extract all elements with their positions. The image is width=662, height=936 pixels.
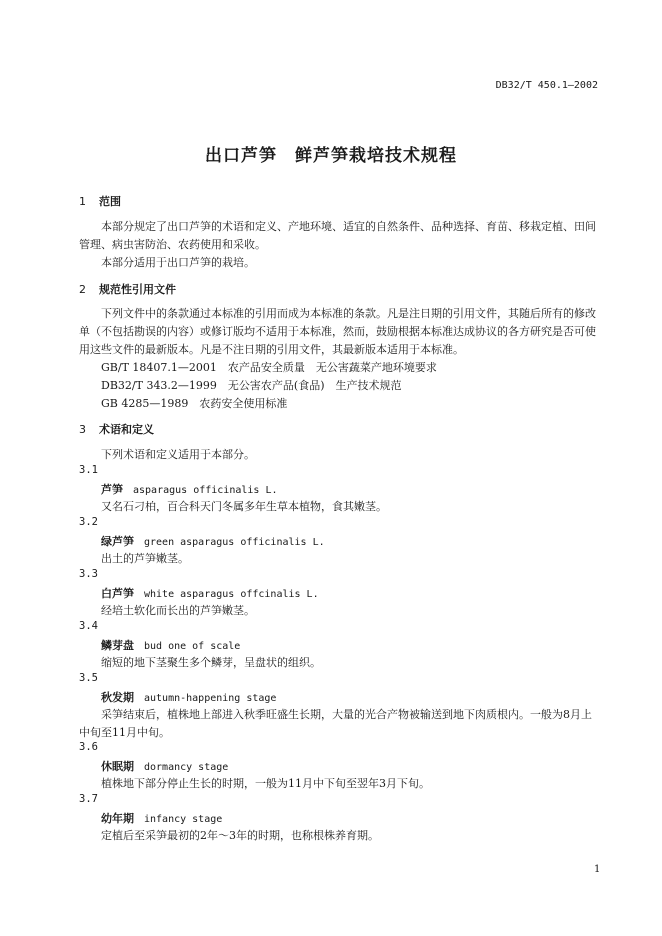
- section-title: 术语和定义: [99, 423, 154, 436]
- section-2-heading: [79, 281, 176, 297]
- term-heading: [101, 810, 222, 826]
- section-1-paragraph-1: 本部分规定了出口芦笋的术语和定义、产地环境、适宜的自然条件、品种选择、育苗、移栽定植、田间管理、病虫害防治、农药使用和采收。: [79, 220, 596, 251]
- standard-code: DB32/T 450.1—2002: [495, 80, 598, 91]
- term-zh: 秋发期: [101, 691, 134, 704]
- term-number: 3.5: [79, 672, 98, 684]
- reference-item: GB 4285—1989 农药安全使用标准: [101, 397, 288, 410]
- term-zh: 幼年期: [101, 812, 134, 825]
- reference-item: DB32/T 343.2—1999 无公害农产品(食品) 生产技术规范: [101, 379, 402, 392]
- term-definition: 缩短的地下茎聚生多个鳞芽，呈盘状的组织。: [101, 656, 321, 669]
- term-number: 3.1: [79, 464, 98, 476]
- page-number: 1: [594, 864, 601, 875]
- document-title: 出口芦笋 鲜芦笋栽培技术规程: [205, 146, 457, 166]
- term-definition: 定植后至采笋最初的2年～3年的时期，也称根株养育期。: [101, 829, 379, 842]
- section-number: 3: [79, 423, 86, 436]
- term-heading: [101, 637, 240, 653]
- term-number: 3.2: [79, 516, 98, 528]
- reference-item: GB/T 18407.1—2001 农产品安全质量 无公害蔬菜产地环境要求: [101, 361, 437, 374]
- term-en: asparagus officinalis L.: [133, 485, 278, 496]
- term-en: infancy stage: [144, 814, 223, 825]
- term-definition: 经培土软化而长出的芦笋嫩茎。: [101, 604, 255, 617]
- term-number: 3.4: [79, 620, 98, 632]
- term-zh: 白芦笋: [101, 587, 134, 600]
- section-1-heading: [79, 193, 121, 209]
- section-3-heading: [79, 421, 154, 437]
- term-heading: [101, 481, 278, 497]
- term-en: bud one of scale: [144, 641, 241, 652]
- term-number: 3.6: [79, 741, 98, 753]
- term-en: autumn-happening stage: [144, 693, 277, 704]
- section-3-intro: 下列术语和定义适用于本部分。: [101, 448, 255, 461]
- term-definition: 出土的芦笋嫩茎。: [101, 552, 189, 565]
- section-number: 2: [79, 283, 86, 296]
- term-zh: 鳞芽盘: [101, 639, 134, 652]
- term-definition: 采笋结束后，植株地上部进入秋季旺盛生长期，大量的光合产物被输送到地下肉质根内。一般为8月上中旬至11月中旬。: [79, 708, 592, 739]
- term-zh: 休眠期: [101, 760, 134, 773]
- term-definition: 植株地下部分停止生长的时期，一般为11月中下旬至翌年3月下旬。: [101, 777, 430, 790]
- section-number: 1: [79, 195, 86, 208]
- section-1-paragraph-2: 本部分适用于出口芦笋的栽培。: [101, 256, 255, 269]
- term-zh: 芦笋: [101, 483, 123, 496]
- term-zh: 绿芦笋: [101, 535, 134, 548]
- term-en: dormancy stage: [144, 762, 229, 773]
- term-en: green asparagus officinalis L.: [144, 537, 325, 548]
- term-number: 3.3: [79, 568, 98, 580]
- section-title: 规范性引用文件: [99, 283, 176, 296]
- section-2-paragraph: 下列文件中的条款通过本标准的引用而成为本标准的条款。凡是注日期的引用文件，其随后所有的修改单（不包括勘误的内容）或修订版均不适用于本标准，然而，鼓励根据本标准达成协议的各方研究是否可使用这些文件的最新版本。凡是不注日期的引用文件，其最新版本适用于本标准。: [79, 307, 596, 356]
- term-en: white asparagus offcinalis L.: [144, 589, 319, 600]
- section-title: 范围: [99, 195, 121, 208]
- term-heading: [101, 585, 319, 601]
- term-heading: [101, 689, 276, 705]
- term-number: 3.7: [79, 793, 98, 805]
- term-heading: [101, 533, 325, 549]
- term-definition: 又名石刁柏，百合科天门冬属多年生草本植物，食其嫩茎。: [101, 500, 387, 513]
- term-heading: [101, 758, 228, 774]
